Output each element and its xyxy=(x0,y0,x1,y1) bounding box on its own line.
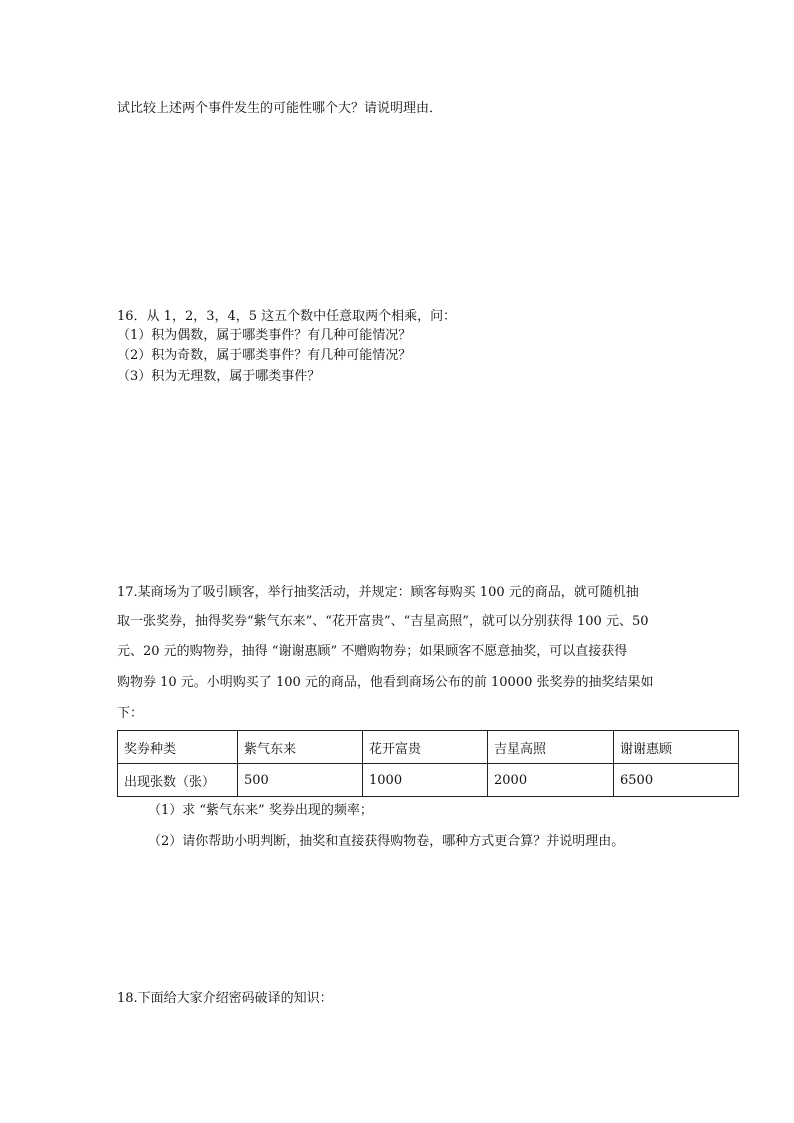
table-row xyxy=(118,764,739,797)
table-cell: 500 xyxy=(238,764,363,797)
q17-line-4: 购物券 10 元。小明购买了 100 元的商品，他看到商场公布的前 10000 张奖券的抽奖结果如 xyxy=(117,675,654,690)
q17-line-1: 17.某商场为了吸引顾客，举行抽奖活动，并规定：顾客每购买 100 元的商品，就可随机抽 xyxy=(117,585,639,600)
table-cell: 花开富贵 xyxy=(363,731,488,764)
table-cell: 紫气东来 xyxy=(238,731,363,764)
table-cell: 谢谢惠顾 xyxy=(614,731,739,764)
q17-line-5: 下： xyxy=(117,706,144,721)
q16-part-3: （3）积为无理数，属于哪类事件？ xyxy=(117,369,321,384)
q16-part-1: （1）积为偶数，属于哪类事件？有几种可能情况？ xyxy=(117,328,412,343)
table-cell: 2000 xyxy=(488,764,614,797)
q16-part-2: （2）积为奇数，属于哪类事件？有几种可能情况？ xyxy=(117,348,412,363)
table-header-row xyxy=(118,731,739,764)
q16-stem: 16．从 1，2，3，4，5 这五个数中任意取两个相乘，问： xyxy=(117,309,457,324)
q18-stem: 18.下面给大家介绍密码破译的知识： xyxy=(117,991,333,1006)
q17-part-1: （1）求 “紫气东来” 奖券出现的频率； xyxy=(148,803,373,818)
prize-table xyxy=(117,730,739,797)
q15-tail: 试比较上述两个事件发生的可能性哪个大？请说明理由． xyxy=(117,101,443,116)
q17-line-3: 元、20 元的购物券，抽得 “谢谢惠顾” 不赠购物券；如果顾客不愿意抽奖，可以直接获得 xyxy=(117,644,628,659)
q17-part-2: （2）请你帮助小明判断，抽奖和直接获得购物卷，哪种方式更合算？并说明理由。 xyxy=(148,834,625,849)
table-cell: 奖券种类 xyxy=(118,731,238,764)
table-cell: 1000 xyxy=(363,764,488,797)
table-cell: 出现张数（张） xyxy=(118,764,238,797)
table-cell: 吉星高照 xyxy=(488,731,614,764)
q17-line-2: 取一张奖券，抽得奖券“紫气东来”、“花开富贵”、“吉星高照”，就可以分别获得 100 元、50 xyxy=(117,614,649,629)
table-cell: 6500 xyxy=(614,764,739,797)
